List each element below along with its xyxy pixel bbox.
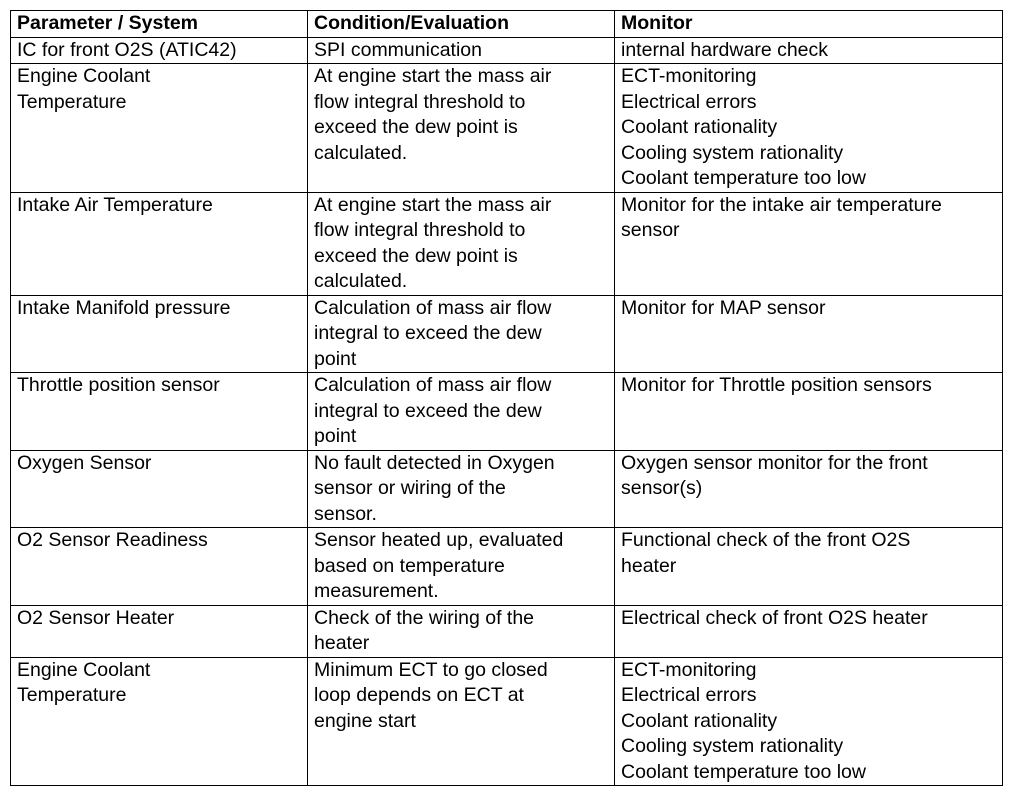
cell-condition: Calculation of mass air flow integral to exceed the dew point	[308, 295, 615, 373]
column-header-condition: Condition/Evaluation	[308, 11, 615, 38]
cell-parameter: Engine Coolant Temperature	[11, 64, 308, 193]
table-row	[11, 605, 1003, 657]
cell-monitor: Electrical check of front O2S heater	[615, 605, 1003, 657]
column-header-parameter: Parameter / System	[11, 11, 308, 38]
table-row	[11, 37, 1003, 64]
cell-condition: Minimum ECT to go closed loop depends on ECT at engine start	[308, 657, 615, 786]
cell-parameter: O2 Sensor Heater	[11, 605, 308, 657]
cell-monitor: Monitor for MAP sensor	[615, 295, 1003, 373]
cell-condition: Calculation of mass air flow integral to exceed the dew point	[308, 373, 615, 451]
cell-condition: At engine start the mass air flow integral threshold to exceed the dew point is calculated.	[308, 192, 615, 295]
cell-monitor: ECT-monitoring Electrical errors Coolant rationality Cooling system rationality Coolant temperature too low	[615, 657, 1003, 786]
cell-condition: No fault detected in Oxygen sensor or wiring of the sensor.	[308, 450, 615, 528]
cell-parameter: Intake Air Temperature	[11, 192, 308, 295]
cell-monitor: Functional check of the front O2S heater	[615, 528, 1003, 606]
column-header-monitor: Monitor	[615, 11, 1003, 38]
cell-parameter: O2 Sensor Readiness	[11, 528, 308, 606]
table-row	[11, 295, 1003, 373]
cell-monitor: ECT-monitoring Electrical errors Coolant rationality Cooling system rationality Coolant temperature too low	[615, 64, 1003, 193]
cell-parameter: Engine Coolant Temperature	[11, 657, 308, 786]
table-header-row	[11, 11, 1003, 38]
parameter-monitor-table	[10, 10, 1003, 786]
table-row	[11, 192, 1003, 295]
table-row	[11, 64, 1003, 193]
cell-monitor: Monitor for Throttle position sensors	[615, 373, 1003, 451]
cell-condition: Sensor heated up, evaluated based on temperature measurement.	[308, 528, 615, 606]
cell-condition: At engine start the mass air flow integral threshold to exceed the dew point is calculated.	[308, 64, 615, 193]
table-row	[11, 657, 1003, 786]
table-row	[11, 450, 1003, 528]
table-row	[11, 528, 1003, 606]
cell-parameter: IC for front O2S (ATIC42)	[11, 37, 308, 64]
cell-condition: Check of the wiring of the heater	[308, 605, 615, 657]
cell-parameter: Intake Manifold pressure	[11, 295, 308, 373]
cell-monitor: Oxygen sensor monitor for the front sensor(s)	[615, 450, 1003, 528]
cell-condition: SPI communication	[308, 37, 615, 64]
cell-parameter: Throttle position sensor	[11, 373, 308, 451]
cell-monitor: Monitor for the intake air temperature sensor	[615, 192, 1003, 295]
cell-parameter: Oxygen Sensor	[11, 450, 308, 528]
table-row	[11, 373, 1003, 451]
cell-monitor: internal hardware check	[615, 37, 1003, 64]
